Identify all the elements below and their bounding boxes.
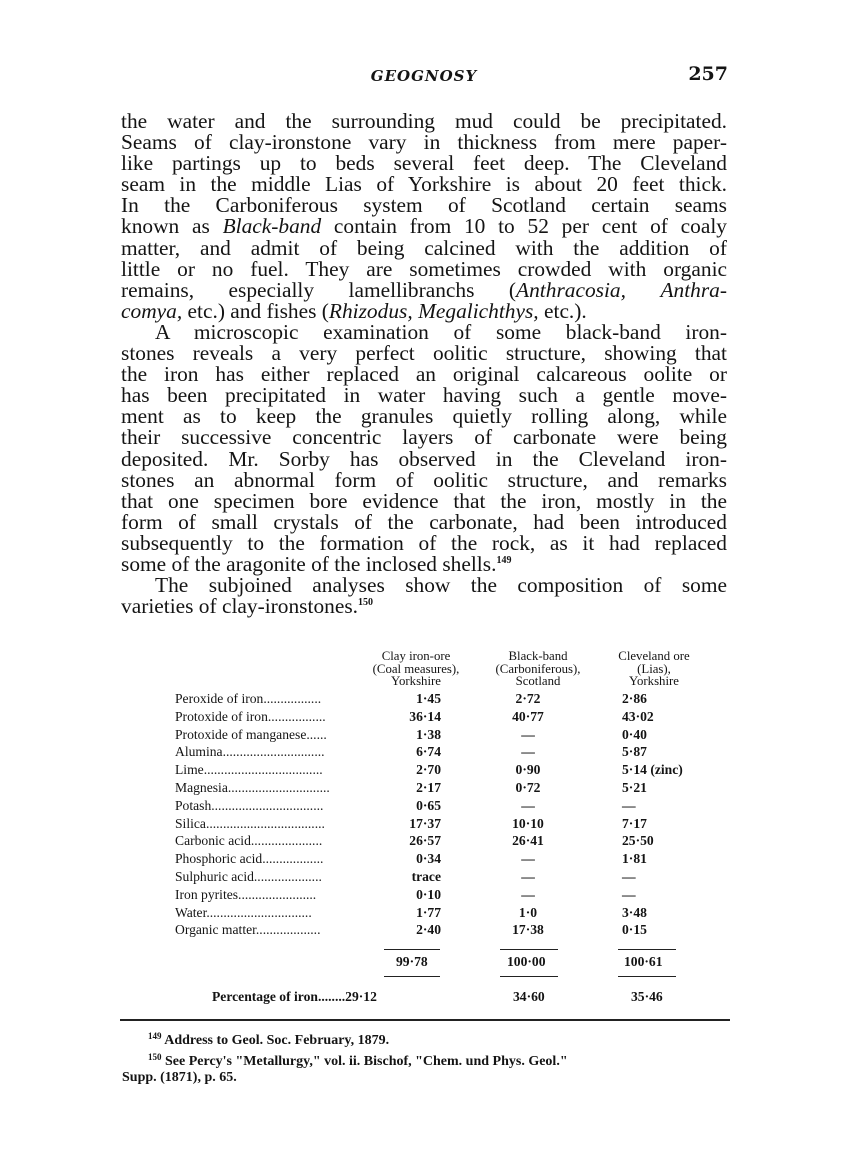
table-cell-clay-iron-ore: 26·57 xyxy=(409,833,441,849)
table-row-label: Peroxide of iron................. xyxy=(175,691,322,706)
percentage-black-band: 34·60 xyxy=(513,989,545,1004)
footnote-149 xyxy=(122,1028,728,1049)
table-row-label: Protoxide of manganese...... xyxy=(175,726,327,742)
text-line: comya, etc.) and fishes (Rhizodus, Megalichthys, etc.). xyxy=(121,298,587,323)
total-rule-3 xyxy=(618,949,676,950)
table-row-label: Lime................................... xyxy=(175,762,323,778)
table-cell-black-band: — xyxy=(521,744,535,760)
text-line: has been precipitated in water having such a gentle move- xyxy=(121,383,727,408)
table-cell-clay-iron-ore: 1·45 xyxy=(416,691,441,706)
percentage-label xyxy=(212,988,377,1006)
total-rule-4 xyxy=(384,976,440,977)
column-header-cleveland-ore xyxy=(596,650,712,688)
footnote-marker: 150 xyxy=(148,1052,162,1062)
table-row-label: Protoxide of iron................. xyxy=(175,708,326,724)
column-header-line: Black-band xyxy=(508,649,568,663)
total-rule-5 xyxy=(500,976,558,977)
text-line: the water and the surrounding mud could be precipitated. xyxy=(121,109,727,133)
text-line: stones reveals a very perfect oolitic structure, showing that xyxy=(121,341,727,366)
table-cell-clay-iron-ore: 2·40 xyxy=(416,922,441,938)
table-row-label: Magnesia.............................. xyxy=(175,780,330,795)
table-cell-black-band: — xyxy=(521,797,535,813)
table-cell-black-band: — xyxy=(521,886,535,902)
text-line-content: varieties of clay-ironstones. xyxy=(121,594,358,619)
text-line: seam in the middle Lias of Yorkshire is about 20 feet thick. xyxy=(121,172,727,197)
footnote-rule xyxy=(120,1019,730,1021)
table-cell-black-band: 40·77 xyxy=(512,708,544,724)
table-cell-black-band: 2·72 xyxy=(515,691,541,706)
footnote-ref-150[interactable]: 150 xyxy=(358,597,373,609)
text-line: matter, and admit of being calcined with the addition of xyxy=(121,235,727,260)
table-cell-clay-iron-ore: 0·10 xyxy=(416,886,441,902)
table-cell-cleveland-ore: 7·17 xyxy=(622,815,647,831)
table-cell-clay-iron-ore: 1·38 xyxy=(416,726,441,742)
table-row-label: Water............................... xyxy=(175,904,312,920)
table-cell-cleveland-ore: 5·21 xyxy=(622,780,647,795)
table-cell-clay-iron-ore: 0·65 xyxy=(416,797,441,813)
table-row-label: Carbonic acid..................... xyxy=(175,833,323,849)
table-cell-clay-iron-ore: 2·17 xyxy=(416,780,441,795)
table-cell-black-band: 0·72 xyxy=(515,780,541,795)
table-cell-black-band: 26·41 xyxy=(512,833,544,849)
table-cell-clay-iron-ore: 17·37 xyxy=(409,815,441,831)
footnote-150 xyxy=(122,1049,728,1070)
table-cell-cleveland-ore: — xyxy=(622,869,636,884)
table-cell-clay-iron-ore: 6·74 xyxy=(416,744,441,760)
column-header-black-band xyxy=(470,650,606,688)
footnote-text: See Percy's "Metallurgy," vol. ii. Bischof, "Chem. und Phys. Geol." xyxy=(165,1054,568,1069)
table-cell-black-band: 10·10 xyxy=(512,815,544,831)
text-line: little or no fuel. They are sometimes crowded with organic xyxy=(121,256,727,281)
table-cell-cleveland-ore: 1·81 xyxy=(622,851,647,867)
column-header-line: (Lias), xyxy=(637,661,671,676)
footnotes xyxy=(122,1028,728,1086)
percentage-label-text: Percentage of iron........ xyxy=(212,989,346,1004)
text-line: remains, especially lamellibranchs (Anthracosia, Anthra- xyxy=(121,277,727,302)
table-row-label: Alumina.............................. xyxy=(175,744,325,760)
footnote-150-continued: Supp. (1871), p. 65. xyxy=(122,1070,237,1085)
column-header-line: (Coal measures), xyxy=(372,661,460,676)
table-cell-black-band: 0·90 xyxy=(515,762,541,778)
total-cleveland-ore: 100·61 xyxy=(624,954,663,969)
table-cell-black-band: 1·0 xyxy=(518,904,538,920)
text-line: form of small crystals of the carbonate, had been introduced xyxy=(121,509,727,534)
table-cell-cleveland-ore: 2·86 xyxy=(622,691,647,706)
table-row-label: Organic matter................... xyxy=(175,922,321,938)
text-line: known as Black-band contain from 10 to 52 per cent of coaly xyxy=(121,214,727,239)
text-line: the iron has either replaced an original calcareous oolite or xyxy=(121,362,727,387)
footnote-ref-149[interactable]: 149 xyxy=(496,554,512,566)
table-cell-clay-iron-ore: 0·34 xyxy=(416,851,441,867)
footnote-text: Address to Geol. Soc. February, 1879. xyxy=(164,1033,390,1048)
text-line: stones an abnormal form of oolitic structure, and remarks xyxy=(121,467,727,492)
table-cell-cleveland-ore: 43·02 xyxy=(622,708,654,724)
table-cell-clay-iron-ore: 2·70 xyxy=(416,762,441,778)
table-cell-cleveland-ore: — xyxy=(622,797,636,813)
table-cell-black-band: — xyxy=(521,869,535,884)
column-header-line: Cleveland ore xyxy=(618,649,690,663)
column-header-line: Scotland xyxy=(515,674,561,689)
table-row-label: Silica................................... xyxy=(175,815,325,831)
text-line: A microscopic examination of some black-band iron- xyxy=(155,319,727,344)
table-cell-black-band: — xyxy=(521,726,535,742)
text-line: In the Carboniferous system of Scotland certain seams xyxy=(121,193,727,218)
table-row-label: Potash................................. xyxy=(175,797,324,813)
percentage-clay-iron-ore: 29·12 xyxy=(345,989,377,1004)
table-cell-black-band: — xyxy=(521,851,535,867)
table-cell-clay-iron-ore: 1·77 xyxy=(416,904,441,920)
total-rule-1 xyxy=(384,949,440,950)
text-line: Seams of clay-ironstone vary in thickness from mere paper- xyxy=(121,130,727,155)
table-cell-cleveland-ore: — xyxy=(622,886,636,902)
column-header-line: Clay iron-ore xyxy=(381,649,451,663)
total-black-band: 100·00 xyxy=(507,954,546,969)
total-rule-2 xyxy=(500,949,558,950)
column-header-line: Yorkshire xyxy=(629,674,679,689)
text-line: ment as to keep the granules quietly rolling along, while xyxy=(121,404,727,429)
table-row-label: Iron pyrites....................... xyxy=(175,886,317,902)
table-cell-cleveland-ore: 3·48 xyxy=(622,904,647,920)
footnote-marker: 149 xyxy=(148,1031,162,1041)
percentage-cleveland-ore: 35·46 xyxy=(631,989,663,1004)
table-cell-cleveland-ore: 0·15 xyxy=(622,922,647,938)
total-rule-6 xyxy=(618,976,676,977)
table-cell-clay-iron-ore: trace xyxy=(411,869,441,884)
text-line: like partings up to beds several feet deep. The Cleveland xyxy=(121,151,727,176)
running-title: GEOGNOSY xyxy=(370,67,478,85)
text-line: that one specimen bore evidence that the iron, mostly in the xyxy=(121,488,727,513)
text-line: The subjoined analyses show the composition of some xyxy=(155,573,727,598)
column-header-clay-iron-ore xyxy=(342,650,490,688)
table-cell-cleveland-ore: 5·87 xyxy=(622,744,647,760)
table-cell-black-band: 17·38 xyxy=(512,922,544,938)
text-line: subsequently to the formation of the rock, as it had replaced xyxy=(121,530,727,555)
table-row-label: Sulphuric acid.................... xyxy=(175,869,322,884)
table-cell-cleveland-ore: 0·40 xyxy=(622,726,647,742)
text-line-content: some of the aragonite of the inclosed shells. xyxy=(121,551,497,576)
column-header-line: Yorkshire xyxy=(391,674,441,689)
table-cell-cleveland-ore: 25·50 xyxy=(622,833,654,849)
text-line: their successive concentric layers of carbonate were being xyxy=(121,425,727,450)
page-number: 257 xyxy=(688,63,728,85)
table-cell-clay-iron-ore: 36·14 xyxy=(409,708,441,724)
table-cell-cleveland-ore: 5·14 (zinc) xyxy=(622,762,683,778)
total-clay-iron-ore: 99·78 xyxy=(396,954,428,969)
column-header-line: (Carboniferous), xyxy=(495,661,581,676)
text-line: deposited. Mr. Sorby has observed in the Cleveland iron- xyxy=(121,446,727,471)
table-row-label: Phosphoric acid.................. xyxy=(175,851,324,867)
